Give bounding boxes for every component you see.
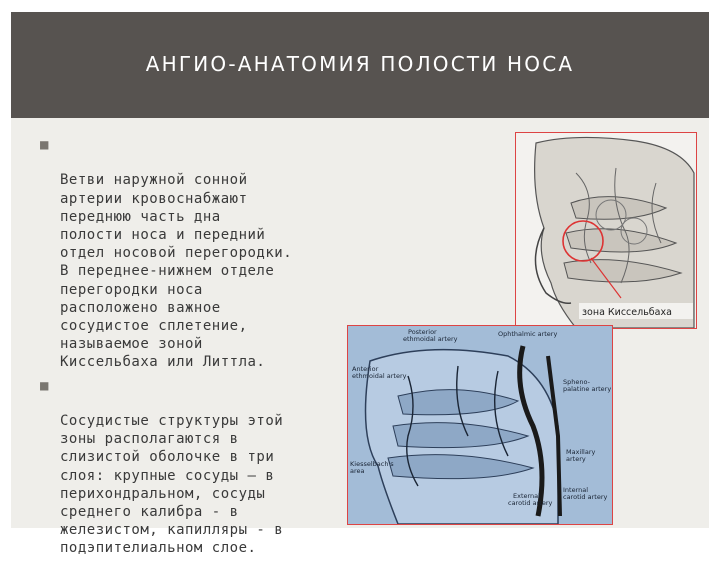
arterial-supply-diagram bbox=[347, 325, 613, 525]
bullet-list bbox=[40, 135, 360, 562]
bullet-marker-icon: ■ bbox=[40, 377, 49, 394]
label-ophthalmic: Ophthalmic artery bbox=[498, 330, 558, 338]
bullet-item bbox=[40, 135, 360, 372]
label-maxillary: Maxillary artery bbox=[566, 448, 596, 463]
nasal-cavity-illustration bbox=[515, 132, 697, 329]
label-kiesselbach-area: Kiesselbach's area bbox=[350, 460, 394, 475]
label-anterior-ethmoidal: Anterior ethmoidal artery bbox=[352, 365, 407, 380]
arterial-anatomy-sketch bbox=[348, 326, 612, 524]
nasal-anatomy-sketch bbox=[516, 133, 696, 328]
bullet-item bbox=[40, 376, 360, 558]
bullet-marker-icon: ■ bbox=[40, 137, 49, 153]
label-sphenopalatine: Spheno-palatine artery bbox=[563, 378, 612, 393]
label-posterior-ethmoidal: Posterior ethmoidal artery bbox=[403, 328, 458, 343]
label-internal-carotid: Internal carotid artery bbox=[563, 486, 608, 501]
title-bar bbox=[11, 12, 709, 118]
bullet-text: Сосудистые структуры этой зоны располагаются в слизистой оболочке в три слоя: крупные сосуды – в перихондральном, сосуды среднего калибра - в железистом, капилляры - в подэпителиальном слое. bbox=[60, 413, 284, 557]
kiesselbach-zone-caption: зона Киссельбаха bbox=[582, 307, 672, 318]
label-external-carotid: External carotid artery bbox=[508, 492, 553, 507]
bullet-text: Ветви наружной сонной артерии кровоснабжают переднюю часть дна полости носа и передний отдел носовой перегородки. В переднее-нижнем отделе перегородки носа расположено важное сосудистое сплетение, называемое зоной Киссельбаха или Литтла. bbox=[60, 172, 293, 371]
slide-title: АНГИО-АНАТОМИЯ ПОЛОСТИ НОСА bbox=[145, 52, 575, 76]
